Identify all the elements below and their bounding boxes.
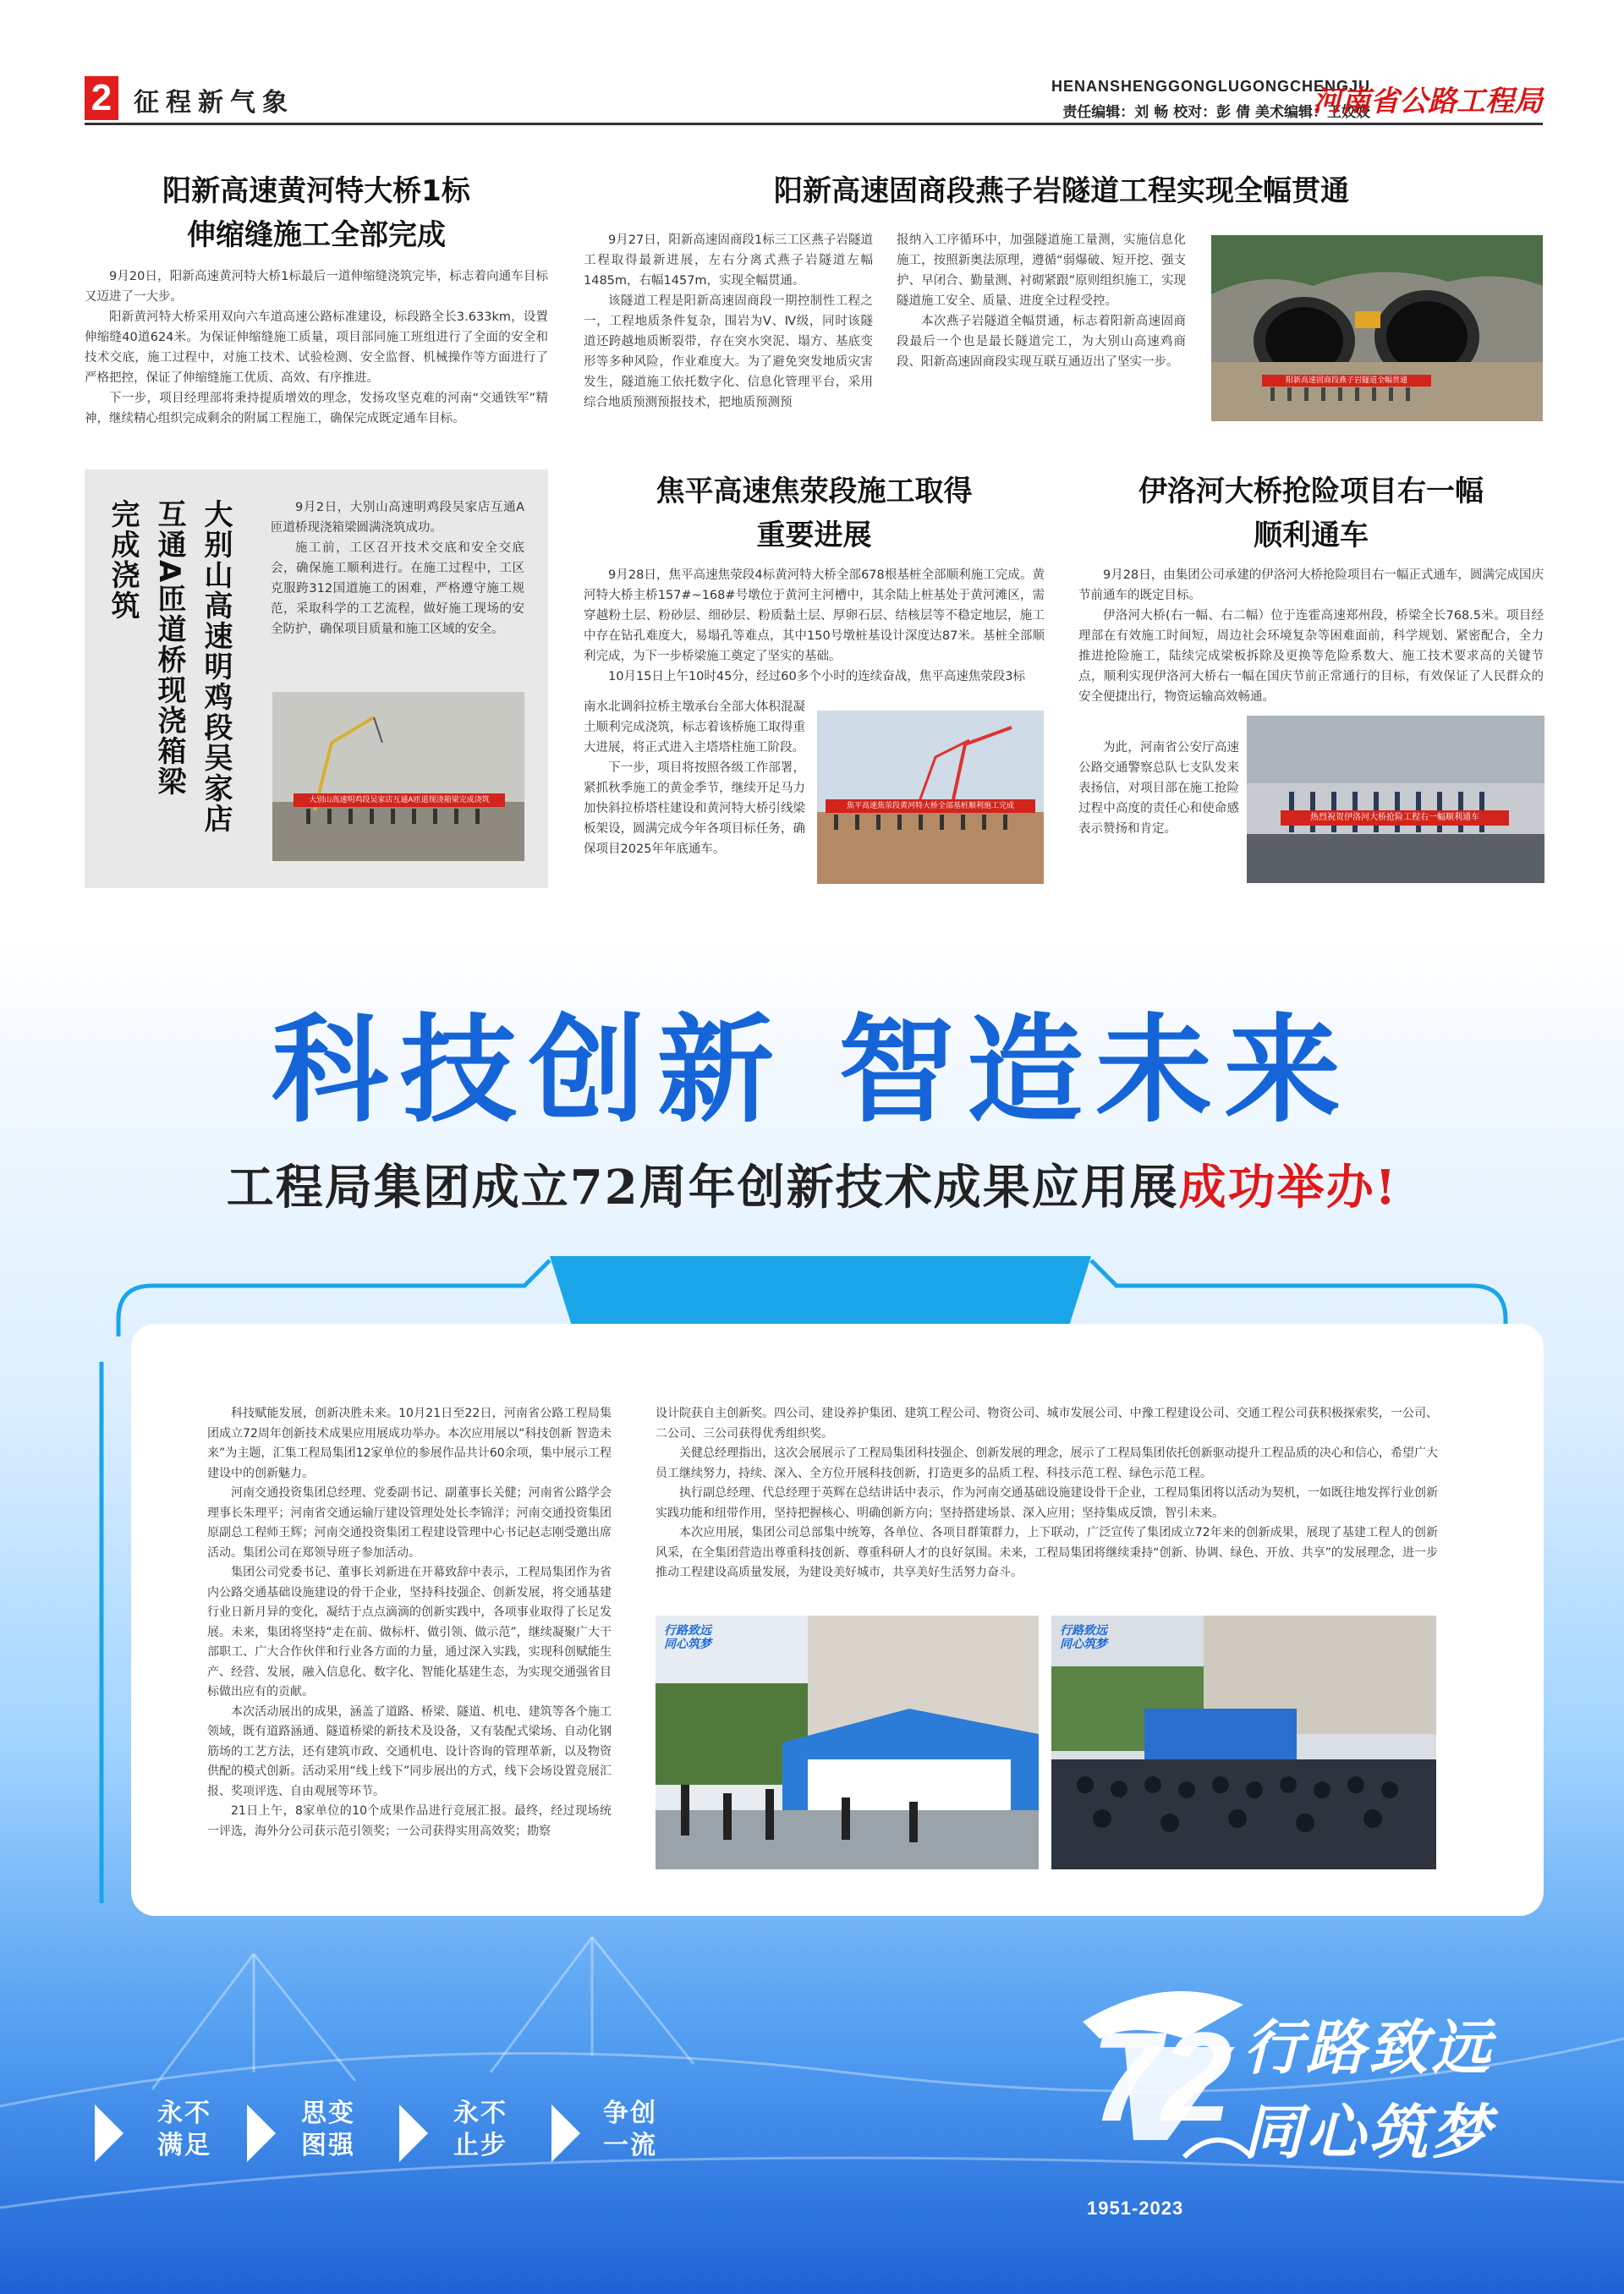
expo-paragraph: 集团公司党委书记、董事长刘新进在开幕致辞中表示，工程局集团作为省内公路交通基础设施建设的骨干企业，坚持科技强企、创新发展，将交通基建行业日新月异的变化，凝结于点点滴滴的创新实践中，各项事业取得了长足发展。未来，集团将坚持“走在前、做标杆、做引领、做示范”，继续凝聚广大干部职工、广大合作伙伴和行业各方面的力量，通过深入实践，实现科创赋能生产、经营、发展，融入信息化、数字化、智能化基建生态，为实现交通强省目标做出应有的贡献。: [207, 1566, 612, 1699]
article-huanghe-title: [85, 169, 548, 257]
masthead-pinyin: HENANSHENGGONGLUGONGCHENGJU: [1051, 78, 1370, 95]
expo-photo-booths: [656, 1616, 1039, 1869]
chevron-slogan-line: 永不: [157, 2099, 211, 2128]
article-yiluo-body-short: [1078, 738, 1239, 839]
article-tunnel-paragraph: 9月27日，阳新高速固商段1标三工区燕子岩隧道工程取得最新进展，左右分离式燕子岩隧道左幅1485m，右幅1457m，实现全幅贯通。: [584, 233, 873, 288]
article-jiaoping-body-bottom: [584, 697, 805, 859]
expo-photo-logo: [1060, 1624, 1107, 1651]
chevron-arrow-icon: [247, 2105, 276, 2162]
expo-paragraph: 科技赋能发展，创新决胜未来。10月21日至22日，河南省公路工程局集团成立72周年创新技术成果应用展成功举办。本次应用展以“科技创新 智造未来”为主题，汇集工程局集团12家单位的参展作品共计60余项，集中展示工程建设中的创新魅力。: [207, 1407, 612, 1480]
chevron-slogan-3: [447, 2098, 514, 2162]
jiaoping-photo: [817, 711, 1044, 884]
article-jiaoping-paragraph: 9月28日，焦平高速焦荥段4标黄河特大桥全部678根基桩全部顺利施工完成。黄河特大桥主桥157#~168#号墩位于黄河主河槽中，其余陆上桩基处于黄河滩区，需穿越粉土层、粉砂层、细砂层、粉质黏土层、厚卵石层、结核层等不稳定地层，施工中存在钻孔难度大，易塌孔等难点，其中150号墩桩基设计深度达87米。基桩全部顺利完成，为下一步桥梁施工奠定了坚实的基础。: [584, 568, 1045, 663]
expo-photo-logo-line1: 行路致远: [1060, 1624, 1107, 1638]
article-tunnel-col1: [584, 230, 873, 413]
expo-article-left-col: [207, 1404, 612, 1841]
tunnel-photo-illustration: [1211, 235, 1543, 421]
tunnel-photo-banner: 阳新高速固商段燕子岩隧道全幅贯通: [1262, 375, 1431, 387]
article-jiaoping-title-line1: 焦平高速焦荥段施工取得: [656, 475, 973, 508]
expo-paragraph: 设计院获自主创新奖。四公司、建设养护集团、建筑工程公司、物资公司、城市发展公司、中豫工程建设公司、交通工程公司获积极探索奖，一公司、二公司、三公司获得优秀组织奖。: [656, 1407, 1438, 1441]
chevron-slogan-line: 图强: [301, 2131, 355, 2160]
dabie-photo-illustration: [272, 692, 524, 861]
chevron-slogan-2: [294, 2098, 362, 2162]
chevron-arrow-icon: [551, 2105, 580, 2162]
chevron-slogan-line: 止步: [453, 2131, 508, 2160]
yiluo-photo: [1247, 716, 1544, 883]
article-yiluo-paragraph: 为此，河南省公安厅高速公路交通警察总队七支队发来表扬信，对项目部在施工抢险过程中高度的责任心和使命感表示赞扬和肯定。: [1078, 741, 1239, 836]
article-huanghe-title-line1: 阳新高速黄河特大桥1标: [162, 174, 470, 208]
expo-paragraph: 执行副总经理、代总经理于英辉在总结讲话中表示，作为河南交通基础设施建设骨干企业，工程局集团将以活动为契机，一如既往地发挥行业创新实践功能和纽带作用，坚持把握核心、明确创新方向；坚持搭建场景、深入应用；坚持集成反馈，智引未来。: [656, 1486, 1438, 1520]
chevron-slogan-1: [151, 2098, 218, 2162]
expo-paragraph: 本次活动展出的成果，涵盖了道路、桥梁、隧道、机电、建筑等各个施工领域，既有道路涵通、隧道桥梁的新技术及设备，又有装配式梁场、自动化钢筋场的工艺方法，还有建筑市政、交通机电、设计咨询的管理革新，以及物资供配的模式创新。活动采用“线上线下”同步展出的方式，线下会场设置竞展汇报、奖项评选、自由观展等环节。: [207, 1704, 612, 1798]
article-yiluo-title-line1: 伊洛河大桥抢险项目右一幅: [1138, 475, 1484, 508]
expo-photo-logo-line2: 同心筑梦: [664, 1638, 711, 1651]
expo-paragraph: 本次应用展，集团公司总部集中统筹，各单位、各项目群策群力，上下联动，广泛宣传了集团成立72年来的创新成果，展现了基建工程人的创新风采，在全集团营造出尊重科技创新、尊重科研人才的良好氛围。未来，工程局集团将继续秉持“创新、协调、绿色、开放、共享”的发展理念，进一步推动工程建设高质量发展，为建设美好城市，共享美好生活努力奋斗。: [656, 1526, 1438, 1579]
article-dabie-title-col3: 完成浇筑: [106, 499, 140, 621]
expo-photo-audience-illustration: [1051, 1616, 1436, 1869]
article-dabie-body: [271, 497, 524, 639]
dabie-photo-banner: 大别山高速明鸡段吴家店互通A匝道现浇箱梁完成浇筑: [294, 793, 505, 807]
right-slogan-line2: 同心筑梦: [1243, 2098, 1494, 2167]
article-jiaoping-body-top: [584, 565, 1045, 687]
yiluo-photo-illustration: [1247, 716, 1544, 883]
expo-photo-logo-line1: 行路致远: [664, 1624, 711, 1638]
poster-slogan: 科技创新 智造未来: [271, 1002, 1353, 1139]
anniversary-years: 1951-2023: [1087, 2198, 1184, 2219]
article-tunnel-paragraph: 本次燕子岩隧道全幅贯通，标志着阳新高速固商段最后一个也是最长隧道完工，为大别山高速鸡商段、阳新高速固商段实现互联互通迈出了坚实一步。: [897, 315, 1186, 369]
chevron-slogan-line: 永不: [453, 2099, 508, 2128]
chevron-slogan-line: 争创: [603, 2099, 657, 2128]
chevron-slogan-line: 满足: [157, 2131, 211, 2160]
article-yiluo-body: [1078, 565, 1544, 707]
article-yiluo-title: [1078, 469, 1544, 557]
article-huanghe-paragraph: 阳新黄河特大桥采用双向六车道高速公路标准建设，标段路全长3.633km，设置伸缩缝40道624米。为保证伸缩缝施工质量，项目部同施工班组进行了全面的安全和技术交底，施工过程中，对施工技术、试验检测、安全监督、机械操作等方面进行了严格把控，保证了伸缩缝施工优质、高效、有序推进。: [85, 310, 548, 385]
poster-subtitle-highlight: 成功举办!: [1178, 1160, 1398, 1216]
article-huanghe-title-line2: 伸缩缝施工全部完成: [187, 218, 446, 252]
chevron-arrow-icon: [399, 2105, 428, 2162]
article-yiluo-title-line2: 顺利通车: [1254, 519, 1369, 552]
article-huanghe-paragraph: 下一步，项目经理部将秉持提质增效的理念，发扬攻坚克难的河南“交通铁军”精神，继续精心组织完成剩余的附属工程施工，确保完成既定通车目标。: [85, 392, 548, 425]
article-dabie-paragraph: 9月2日，大别山高速明鸡段吴家店互通A匝道桥现浇箱梁圆满浇筑成功。: [271, 501, 524, 535]
anniversary-logo-number: 72: [1091, 2006, 1232, 2148]
jiaoping-photo-banner: 焦平高速焦荥段黄河特大桥全部基桩顺利施工完成: [826, 799, 1035, 813]
article-dabie-title-col1: 大别山高速明鸡段吴家店: [199, 499, 233, 834]
editors-credit: 责任编辑：刘 畅 校对：彭 倩 美术编辑：王姣姣: [1062, 104, 1370, 121]
chevron-arrow-icon: [95, 2105, 123, 2162]
tunnel-photo: [1211, 235, 1543, 421]
header-rule: [85, 123, 1543, 125]
chevron-slogan-line: 一流: [603, 2131, 657, 2160]
poster-subtitle-main: 工程局集团成立72周年创新技术成果应用展: [226, 1160, 1179, 1216]
jiaoping-photo-illustration: [817, 711, 1044, 884]
article-jiaoping-paragraph: 10月15日上午10时45分，经过60多个小时的连续奋战，焦平高速焦荥段3标: [608, 670, 1025, 683]
expo-paragraph: 河南交通投资集团总经理、党委副书记、副董事长关健；河南省公路学会理事长朱理平；河南省交通运输厅建设管理处处长李锦洋；河南交通投资集团原副总工程师王辉；河南交通投资集团工程建设管理中心书记赵志刚受邀出席活动。集团公司在郑领导班子参加活动。: [207, 1486, 612, 1560]
expo-photo-logo-line2: 同心筑梦: [1060, 1638, 1107, 1651]
article-jiaoping-paragraph: 南水北调斜拉桥主墩承台全部大体积混凝土顺利完成浇筑，标志着该桥施工取得重大进展，将正式进入主塔塔柱施工阶段。: [584, 700, 805, 755]
article-yiluo-paragraph: 9月28日，由集团公司承建的伊洛河大桥抢险项目右一幅正式通车，圆满完成国庆节前通车的既定目标。: [1078, 568, 1544, 602]
bureau-logo-text: 河南省公路工程局: [1313, 85, 1543, 118]
article-huanghe-body: [85, 266, 548, 429]
chevron-slogan-4: [596, 2098, 664, 2162]
yiluo-photo-banner: 热烈祝贺伊洛河大桥抢险工程右一幅顺利通车: [1281, 810, 1509, 826]
article-tunnel-paragraph: 该隧道工程是阳新高速固商段一期控制性工程之一，工程地质条件复杂，围岩为Ⅴ、Ⅳ级，同时该隧道还跨越地质断裂带，存在突水突泥、塌方、基底变形等多种风险，作业难度大。为了避免突发地质灾害发生，隧道施工依托数字化、信息化管理平台，采用综合地质预测预报技术，把地质预测预: [584, 294, 873, 409]
article-tunnel-title: 阳新高速固商段燕子岩隧道工程实现全幅贯通: [774, 174, 1349, 208]
poster-subtitle: [0, 1150, 1624, 1218]
expo-paragraph: 关健总经理指出，这次会展展示了工程局集团科技强企、创新发展的理念，展示了工程局集团依托创新驱动提升工程品质的决心和信心，希望广大员工继续努力，持续、深入、全方位开展科技创新，打造更多的品质工程、科技示范工程、绿色示范工程。: [656, 1446, 1438, 1480]
article-dabie-paragraph: 施工前，工区召开技术交底和安全交底会，确保施工顺利进行。在施工过程中，工区克服跨312国道施工的困难，严格遵守施工规范，采取科学的工艺流程，做好施工现场的安全防护，确保项目质量和施工区域的安全。: [271, 541, 524, 636]
article-tunnel-paragraph: 报纳入工序循环中，加强隧道施工量测，实施信息化施工，按照新奥法原理，遵循“弱爆破、短开挖、强支护、早闭合、勤量测、衬砌紧跟”原则组织施工，实现隧道施工安全、质量、进度全过程受控。: [897, 233, 1186, 308]
expo-photo-booths-illustration: [656, 1616, 1039, 1869]
article-tunnel-col2: [897, 230, 1186, 372]
article-jiaoping-title-line2: 重要进展: [756, 519, 872, 552]
page-number: 2: [85, 76, 118, 120]
expo-photo-audience: [1051, 1616, 1436, 1869]
section-title: 征程新气象: [134, 88, 294, 118]
article-dabie-title-col2: 互通A匝道桥现浇箱梁: [152, 499, 186, 798]
article-huanghe-paragraph: 9月20日，阳新高速黄河特大桥1标最后一道伸缩缝浇筑完毕，标志着向通车目标又迈进了一大步。: [85, 270, 548, 304]
expo-paragraph: 21日上午，8家单位的10个成果作品进行竞展汇报。最终，经过现场统一评选，海外分公司获示范引领奖；一公司获得实用高效奖；勘察: [207, 1804, 612, 1838]
article-yiluo-paragraph: 伊洛河大桥(右一幅、右二幅）位于连霍高速郑州段，桥梁全长768.5米。项目经理部在有效施工时间短，周边社会环境复杂等困难面前，科学规划、紧密配合，全力推进抢险施工，陆续完成梁板拆除及更换等危险系数大、施工技术要求高的关键节点，顺利实现伊洛河大桥右一幅在国庆节前正常通行的目标，有效保证了人民群众的安全便捷出行，物资运输高效畅通。: [1078, 609, 1544, 704]
article-jiaoping-title: [584, 469, 1045, 557]
chevron-slogan-line: 思变: [301, 2099, 355, 2128]
article-dabie-title: [102, 499, 144, 854]
expo-photo-logo: [664, 1624, 711, 1651]
expo-article-right-col: [656, 1404, 1438, 1583]
right-slogan-line1: 行路致远: [1243, 2013, 1494, 2083]
article-jiaoping-paragraph: 下一步，项目将按照各级工作部署，紧抓秋季施工的黄金季节，继续开足马力加快斜拉桥塔柱建设和黄河特大桥引线梁板架设，圆满完成今年各项目标任务，确保项目2025年年底通车。: [584, 761, 805, 856]
dabie-photo: [272, 692, 524, 861]
